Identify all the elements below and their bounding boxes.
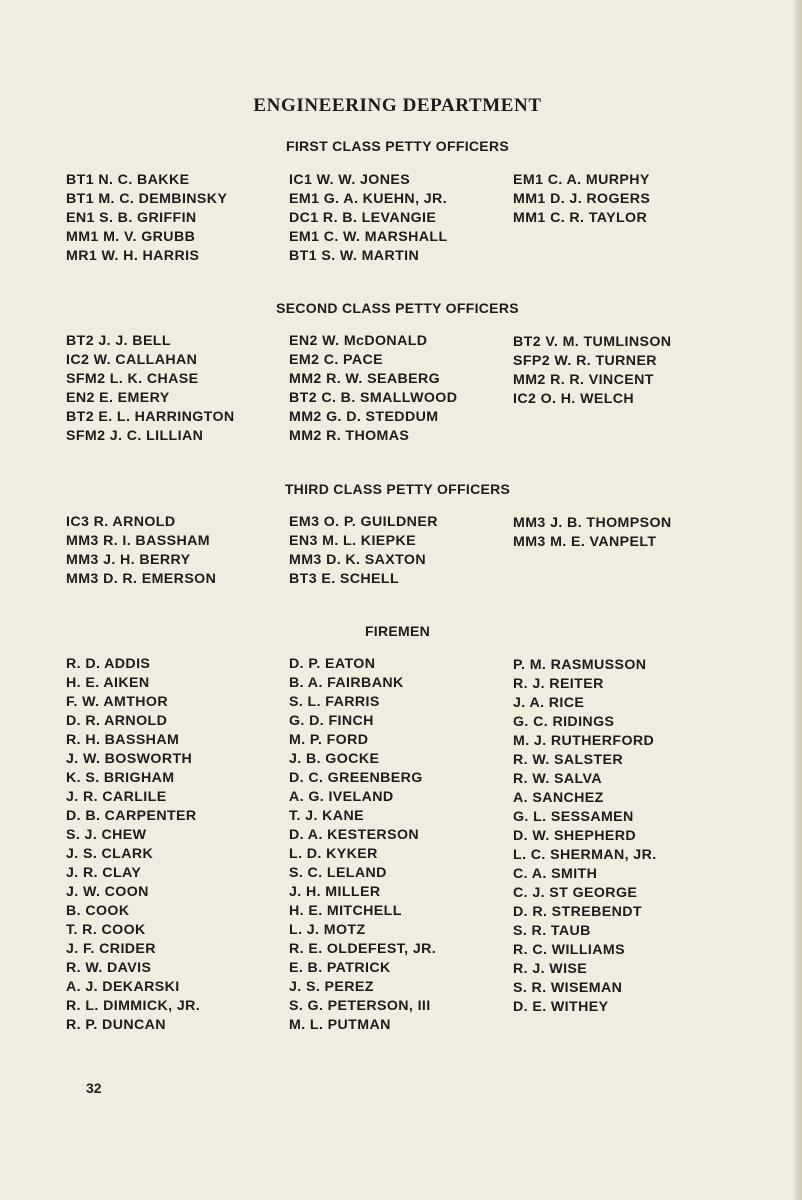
roster-entry: R. D. ADDIS: [66, 656, 151, 672]
roster-entry: MR1 W. H. HARRIS: [66, 248, 200, 264]
roster-entry: R. J. REITER: [513, 676, 604, 692]
roster-entry: BT1 N. C. BAKKE: [66, 172, 190, 188]
section-heading-third-class: THIRD CLASS PETTY OFFICERS: [284, 481, 511, 497]
third-class-column-1: [66, 513, 216, 589]
roster-entry: EM2 C. PACE: [289, 352, 384, 368]
section-heading-first-class: FIRST CLASS PETTY OFFICERS: [285, 138, 509, 154]
roster-entry: R. H. BASSHAM: [66, 732, 180, 748]
roster-entry: EM1 G. A. KUEHN, JR.: [289, 191, 448, 207]
roster-entry: BT2 J. J. BELL: [66, 333, 171, 349]
roster-entry: MM1 D. J. ROGERS: [513, 191, 651, 207]
roster-entry: MM3 D. R. EMERSON: [66, 571, 217, 587]
second-class-column-3: [513, 333, 671, 409]
roster-entry: BT2 C. B. SMALLWOOD: [289, 390, 458, 406]
roster-entry: T. J. KANE: [289, 808, 364, 824]
roster-entry: E. B. PATRICK: [289, 960, 391, 976]
roster-entry: BT1 S. W. MARTIN: [289, 248, 420, 264]
roster-entry: D. W. SHEPHERD: [513, 828, 637, 844]
third-class-column-2: [289, 513, 438, 589]
roster-entry: L. J. MOTZ: [289, 922, 366, 938]
roster-entry: EM3 O. P. GUILDNER: [289, 514, 438, 530]
first-class-column-1: [66, 171, 227, 266]
roster-entry: B. A. FAIRBANK: [289, 675, 404, 691]
roster-entry: G. L. SESSAMEN: [513, 809, 634, 825]
roster-entry: J. R. CLAY: [66, 865, 142, 881]
roster-entry: MM3 R. I. BASSHAM: [66, 533, 210, 549]
roster-entry: EM1 C. W. MARSHALL: [289, 229, 448, 245]
roster-entry: R. P. DUNCAN: [66, 1017, 166, 1033]
roster-entry: J. B. GOCKE: [289, 751, 380, 767]
roster-entry: J. A. RICE: [513, 695, 585, 711]
roster-entry: EN3 M. L. KIEPKE: [289, 533, 417, 549]
roster-entry: BT2 E. L. HARRINGTON: [66, 409, 235, 425]
second-class-column-1: [66, 332, 235, 446]
roster-entry: MM1 C. R. TAYLOR: [513, 210, 648, 226]
roster-entry: F. W. AMTHOR: [66, 694, 168, 710]
first-class-column-2: [289, 171, 448, 266]
roster-entry: S. G. PETERSON, III: [289, 998, 431, 1014]
page-title: ENGINEERING DEPARTMENT: [253, 95, 542, 116]
roster-entry: D. E. WITHEY: [513, 999, 609, 1015]
roster-entry: SFM2 L. K. CHASE: [66, 371, 199, 387]
roster-entry: MM1 M. V. GRUBB: [66, 229, 196, 245]
roster-entry: EN1 S. B. GRIFFIN: [66, 210, 197, 226]
roster-entry: H. E. AIKEN: [66, 675, 150, 691]
roster-entry: M. L. PUTMAN: [289, 1017, 391, 1033]
roster-entry: IC3 R. ARNOLD: [66, 514, 176, 530]
firemen-column-3: [513, 656, 657, 1017]
roster-entry: B. COOK: [66, 903, 130, 919]
roster-entry: K. S. BRIGHAM: [66, 770, 175, 786]
roster-entry: J. W. BOSWORTH: [66, 751, 193, 767]
roster-entry: BT3 E. SCHELL: [289, 571, 400, 587]
roster-entry: M. P. FORD: [289, 732, 369, 748]
roster-entry: R. C. WILLIAMS: [513, 942, 625, 958]
roster-entry: IC2 W. CALLAHAN: [66, 352, 198, 368]
roster-entry: A. J. DEKARSKI: [66, 979, 180, 995]
roster-entry: J. S. CLARK: [66, 846, 154, 862]
roster-entry: IC2 O. H. WELCH: [513, 391, 635, 407]
roster-entry: D. R. STREBENDT: [513, 904, 642, 920]
roster-entry: MM2 R. W. SEABERG: [289, 371, 441, 387]
roster-entry: DC1 R. B. LEVANGIE: [289, 210, 437, 226]
roster-entry: BT2 V. M. TUMLINSON: [513, 334, 672, 350]
roster-entry: J. F. CRIDER: [66, 941, 156, 957]
roster-entry: S. J. CHEW: [66, 827, 147, 843]
roster-entry: MM3 M. E. VANPELT: [513, 534, 657, 550]
third-class-column-3: [513, 514, 672, 552]
roster-entry: R. L. DIMMICK, JR.: [66, 998, 201, 1014]
roster-entry: IC1 W. W. JONES: [289, 172, 411, 188]
roster-entry: EN2 W. McDONALD: [289, 333, 428, 349]
roster-entry: D. P. EATON: [289, 656, 376, 672]
roster-entry: SFP2 W. R. TURNER: [513, 353, 657, 369]
roster-entry: L. C. SHERMAN, JR.: [513, 847, 657, 863]
roster-entry: MM2 G. D. STEDDUM: [289, 409, 439, 425]
roster-entry: J. R. CARLILE: [66, 789, 167, 805]
roster-entry: T. R. COOK: [66, 922, 146, 938]
roster-entry: R. W. DAVIS: [66, 960, 152, 976]
second-class-column-2: [289, 332, 457, 446]
first-class-column-3: [513, 171, 650, 228]
roster-entry: S. R. WISEMAN: [513, 980, 623, 996]
roster-entry: J. S. PEREZ: [289, 979, 374, 995]
roster-entry: R. W. SALSTER: [513, 752, 624, 768]
roster-entry: A. G. IVELAND: [289, 789, 394, 805]
roster-entry: MM3 D. K. SAXTON: [289, 552, 426, 568]
roster-entry: SFM2 J. C. LILLIAN: [66, 428, 204, 444]
roster-entry: J. W. COON: [66, 884, 149, 900]
roster-entry: S. L. FARRIS: [289, 694, 380, 710]
firemen-column-1: [66, 655, 200, 1035]
roster-entry: S. R. TAUB: [513, 923, 591, 939]
roster-entry: L. D. KYKER: [289, 846, 378, 862]
roster-entry: M. J. RUTHERFORD: [513, 733, 655, 749]
firemen-column-2: [289, 655, 436, 1035]
roster-entry: D. C. GREENBERG: [289, 770, 423, 786]
roster-entry: MM3 J. B. THOMPSON: [513, 515, 672, 531]
roster-entry: C. A. SMITH: [513, 866, 598, 882]
roster-entry: MM3 J. H. BERRY: [66, 552, 191, 568]
page-edge: [794, 0, 802, 1200]
section-heading-second-class: SECOND CLASS PETTY OFFICERS: [276, 300, 519, 316]
roster-entry: H. E. MITCHELL: [289, 903, 402, 919]
roster-entry: MM2 R. THOMAS: [289, 428, 410, 444]
roster-entry: MM2 R. R. VINCENT: [513, 372, 654, 388]
roster-entry: G. C. RIDINGS: [513, 714, 615, 730]
roster-entry: D. A. KESTERSON: [289, 827, 420, 843]
roster-entry: C. J. ST GEORGE: [513, 885, 638, 901]
section-heading-firemen: FIREMEN: [364, 623, 431, 639]
roster-entry: S. C. LELAND: [289, 865, 387, 881]
roster-entry: R. E. OLDEFEST, JR.: [289, 941, 437, 957]
roster-entry: R. J. WISE: [513, 961, 588, 977]
roster-entry: J. H. MILLER: [289, 884, 381, 900]
roster-entry: R. W. SALVA: [513, 771, 602, 787]
roster-entry: G. D. FINCH: [289, 713, 374, 729]
roster-entry: D. B. CARPENTER: [66, 808, 197, 824]
roster-entry: D. R. ARNOLD: [66, 713, 168, 729]
roster-entry: BT1 M. C. DEMBINSKY: [66, 191, 228, 207]
page-number: 32: [86, 1080, 102, 1096]
roster-entry: P. M. RASMUSSON: [513, 657, 647, 673]
roster-entry: EN2 E. EMERY: [66, 390, 170, 406]
roster-entry: A. SANCHEZ: [513, 790, 604, 806]
roster-entry: EM1 C. A. MURPHY: [513, 172, 650, 188]
